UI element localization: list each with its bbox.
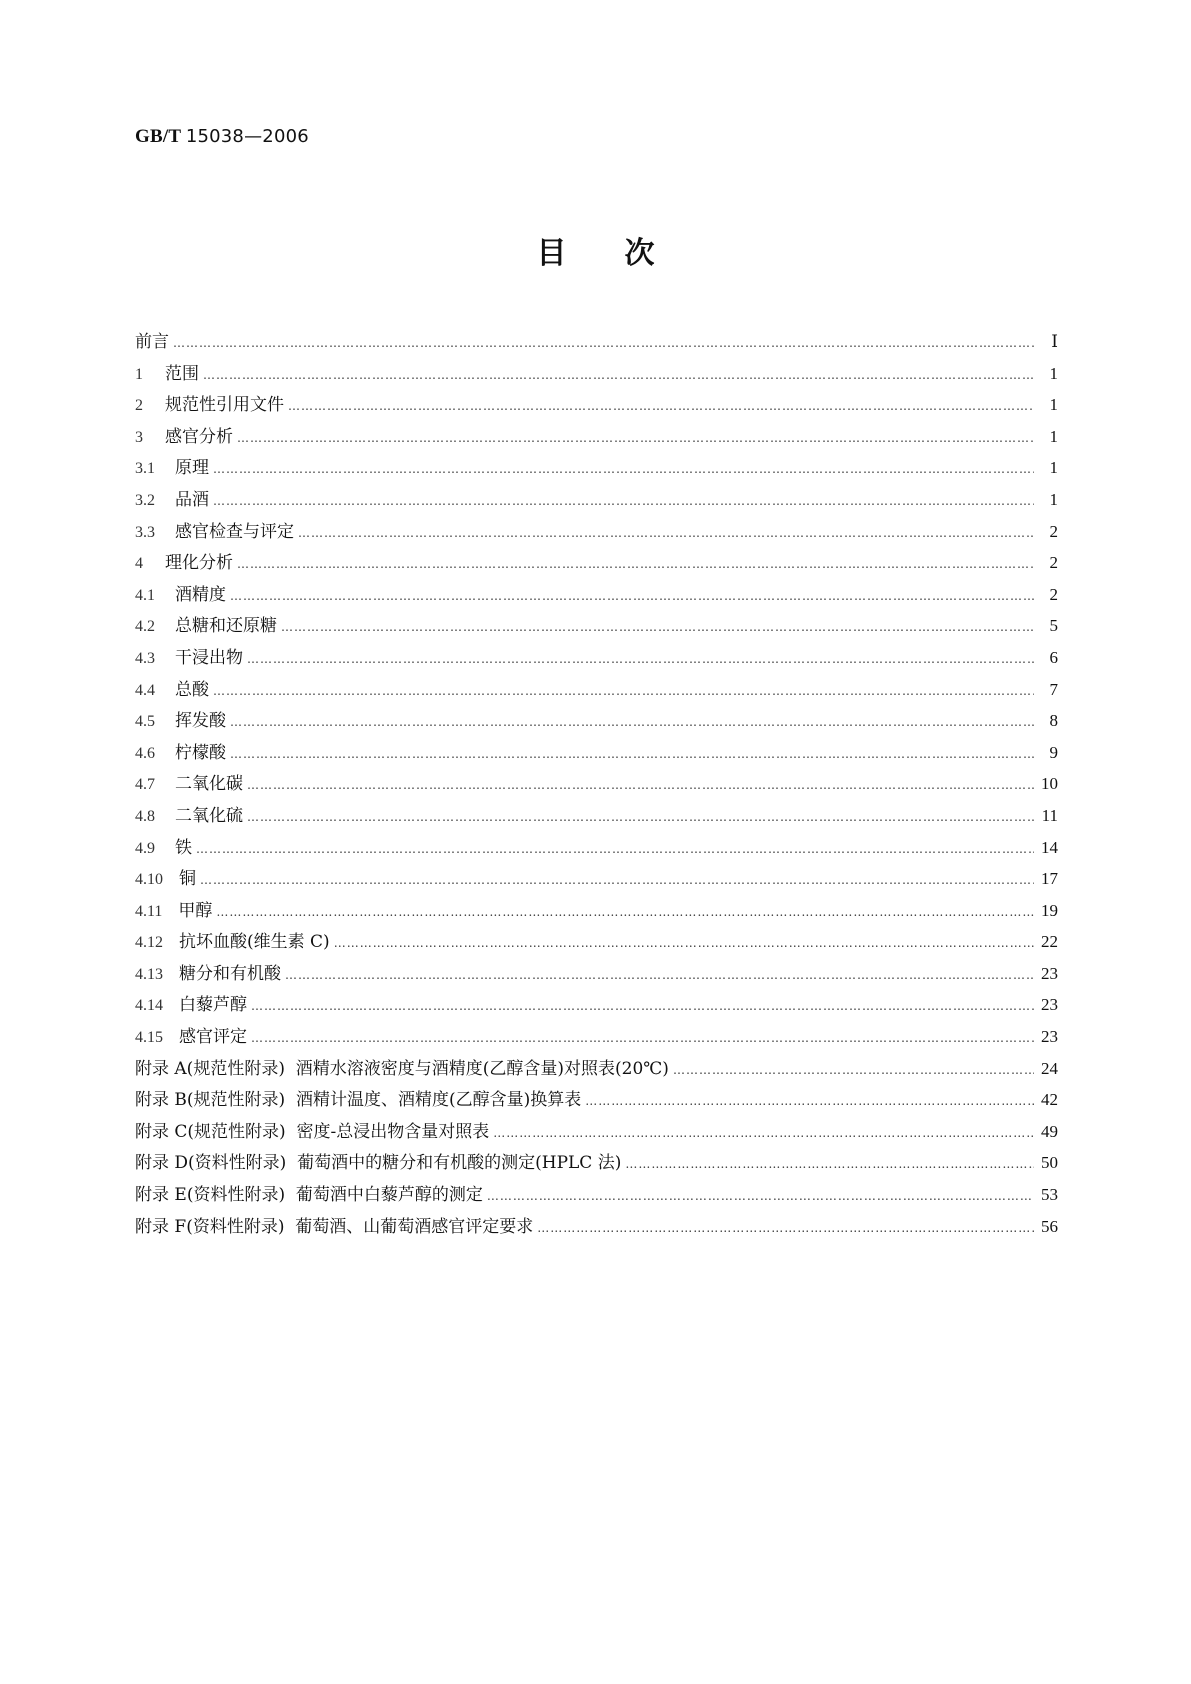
toc-entry-page: 53 [1041,1185,1058,1205]
toc-entry-page: 1 [1049,363,1058,383]
toc-leader-dots [230,715,1034,729]
toc-entry-title: 前言 [135,332,169,352]
toc-entry-page: 7 [1049,679,1058,699]
toc-entry-title: 总酸 [175,679,209,700]
toc-entry-number: 4.6 [135,744,155,762]
toc-entry-title: 铜 [179,869,196,890]
toc-entry-page: 14 [1041,837,1058,857]
standard-number: 15038—2006 [185,126,309,147]
toc-entry-page: 6 [1049,647,1058,667]
toc-leader-dots [285,968,1034,982]
toc-entry-number: 4.9 [135,839,155,857]
toc-entry-page: 2 [1049,584,1058,604]
toc-leader-dots [585,1094,1034,1108]
toc-entry-page: 23 [1041,995,1058,1015]
toc-entry-title: 附录 C(规范性附录) 密度-总浸出物含量对照表 [135,1121,490,1142]
toc-entry-number: 3 [135,428,143,446]
toc-entry[interactable] [135,1117,1058,1149]
toc-entry-number: 4.13 [135,965,163,983]
toc-entry-number: 4.3 [135,649,155,667]
toc-entry-title: 范围 [165,363,199,384]
toc-entry-number: 3.1 [135,460,155,478]
toc-entry-page: 22 [1041,932,1058,952]
toc-entry-page: 11 [1041,805,1058,825]
toc-entry[interactable] [135,517,1058,549]
toc-entry-page: 19 [1041,900,1058,920]
standard-code [135,126,309,148]
toc-entry[interactable] [135,769,1058,801]
toc-entry-number: 4 [135,555,143,573]
toc-entry[interactable] [135,1054,1058,1086]
toc-entry[interactable] [135,643,1058,675]
toc-leader-dots [203,368,1034,382]
toc-leader-dots [200,873,1034,887]
toc-leader-dots [298,526,1034,540]
toc-entry-number: 3.2 [135,491,155,509]
toc-entry-number: 2 [135,397,143,415]
toc-leader-dots [487,1189,1034,1203]
toc-entry[interactable] [135,422,1058,454]
toc-entry[interactable] [135,1148,1058,1180]
toc-entry-title: 白藜芦醇 [179,995,247,1016]
toc-leader-dots [237,557,1034,571]
toc-entry-title: 感官分析 [165,426,233,447]
toc-entry[interactable] [135,990,1058,1022]
standard-prefix: GB/T [135,126,181,147]
toc-entry[interactable] [135,580,1058,612]
toc-entry[interactable] [135,611,1058,643]
toc-entry-title: 附录 F(资料性附录) 葡萄酒、山葡萄酒感官评定要求 [135,1216,534,1237]
toc-entry[interactable] [135,738,1058,770]
toc-entry-title: 二氧化碳 [175,774,243,795]
toc-entry-title: 挥发酸 [175,711,226,732]
toc-leader-dots [247,652,1034,666]
toc-leader-dots [247,778,1034,792]
toc-entry-number: 4.7 [135,776,155,794]
toc-leader-dots [281,620,1034,634]
toc-entry-title: 甲醇 [178,900,213,921]
toc-leader-dots [493,1126,1034,1140]
toc-entry-title: 酒精度 [175,584,226,605]
toc-entry[interactable] [135,1212,1058,1244]
toc-leader-dots [216,905,1034,919]
toc-entry[interactable] [135,833,1058,865]
toc-entry[interactable] [135,864,1058,896]
toc-entry-title: 糖分和有机酸 [179,963,281,984]
toc-entry-page: Ⅰ [1051,332,1058,351]
toc-leader-dots [537,1221,1034,1235]
toc-entry[interactable] [135,927,1058,959]
toc-entry-page: 1 [1049,395,1058,415]
toc-entry-number: 4.4 [135,681,155,699]
toc-entry-page: 23 [1041,1027,1058,1047]
toc-entry-page: 2 [1049,553,1058,573]
toc-leader-dots [213,684,1034,698]
toc-leader-dots [213,494,1034,508]
toc-entry[interactable] [135,1085,1058,1117]
toc-entry-title: 附录 A(规范性附录) 酒精水溶液密度与酒精度(乙醇含量)对照表(20℃) [135,1058,669,1079]
toc-leader-dots [251,999,1034,1013]
toc-entry-number: 4.12 [135,934,163,952]
toc-leader-dots [247,810,1034,824]
toc-entry-title: 附录 D(资料性附录) 葡萄酒中的糖分和有机酸的测定(HPLC 法) [135,1153,622,1174]
table-of-contents [135,327,1058,1243]
toc-entry-title: 二氧化硫 [175,805,243,826]
toc-leader-dots [213,462,1034,476]
toc-entry-page: 1 [1049,426,1058,446]
toc-entry-page: 24 [1041,1058,1058,1078]
toc-entry[interactable] [135,453,1058,485]
toc-entry-title: 理化分析 [165,553,233,574]
toc-entry-page: 9 [1049,742,1058,762]
toc-entry-number: 3.3 [135,523,155,541]
toc-entry[interactable] [135,675,1058,707]
toc-entry-number: 4.11 [135,902,163,920]
toc-entry-page: 10 [1041,774,1058,794]
toc-entry-title: 感官检查与评定 [175,521,294,542]
toc-entry[interactable] [135,801,1058,833]
toc-entry-title: 原理 [175,458,209,479]
toc-entry[interactable] [135,390,1058,422]
toc-entry-title: 感官评定 [179,1027,247,1048]
toc-leader-dots [230,589,1034,603]
toc-entry-number: 4.2 [135,618,155,636]
toc-entry-page: 8 [1049,711,1058,731]
toc-entry[interactable] [135,706,1058,738]
toc-entry-page: 17 [1041,869,1058,889]
toc-entry-page: 49 [1041,1121,1058,1141]
toc-entry[interactable] [135,1022,1058,1054]
toc-entry-title: 铁 [175,837,192,858]
toc-leader-dots [673,1063,1034,1077]
toc-leader-dots [251,1031,1034,1045]
toc-entry-number: 4.5 [135,713,155,731]
toc-entry-title: 抗坏血酸(维生素 C) [179,932,330,953]
toc-entry-title: 规范性引用文件 [165,395,284,416]
toc-entry-title: 品酒 [175,489,209,510]
toc-entry-page: 42 [1041,1090,1058,1110]
toc-entry[interactable] [135,327,1058,359]
toc-leader-dots [196,842,1034,856]
toc-entry[interactable] [135,548,1058,580]
toc-entry-number: 4.8 [135,807,155,825]
toc-entry-page: 1 [1049,458,1058,478]
toc-entry-title: 干浸出物 [175,647,243,668]
toc-entry-title: 总糖和还原糖 [175,616,277,637]
toc-leader-dots [334,936,1034,950]
toc-entry-page: 5 [1049,616,1058,636]
toc-entry-page: 50 [1041,1153,1058,1173]
toc-entry-page: 23 [1041,963,1058,983]
toc-entry-page: 2 [1049,521,1058,541]
toc-entry-page: 56 [1041,1216,1058,1236]
toc-entry-page: 1 [1049,489,1058,509]
toc-leader-dots [288,399,1034,413]
toc-entry-number: 4.15 [135,1029,163,1047]
toc-leader-dots [237,431,1034,445]
page-title: 目次 [536,236,713,271]
toc-entry-number: 4.14 [135,997,163,1015]
toc-entry-title: 附录 B(规范性附录) 酒精计温度、酒精度(乙醇含量)换算表 [135,1090,582,1111]
toc-entry-number: 1 [135,365,143,383]
toc-entry[interactable] [135,359,1058,391]
toc-entry[interactable] [135,896,1058,928]
toc-leader-dots [173,336,1034,350]
toc-entry-title: 附录 E(资料性附录) 葡萄酒中白藜芦醇的测定 [135,1185,483,1206]
toc-entry-number: 4.1 [135,586,155,604]
toc-entry[interactable] [135,959,1058,991]
toc-leader-dots [230,747,1034,761]
toc-entry[interactable] [135,1180,1058,1212]
toc-entry[interactable] [135,485,1058,517]
toc-entry-number: 4.10 [135,871,163,889]
toc-leader-dots [625,1157,1034,1171]
toc-entry-title: 柠檬酸 [175,742,226,763]
